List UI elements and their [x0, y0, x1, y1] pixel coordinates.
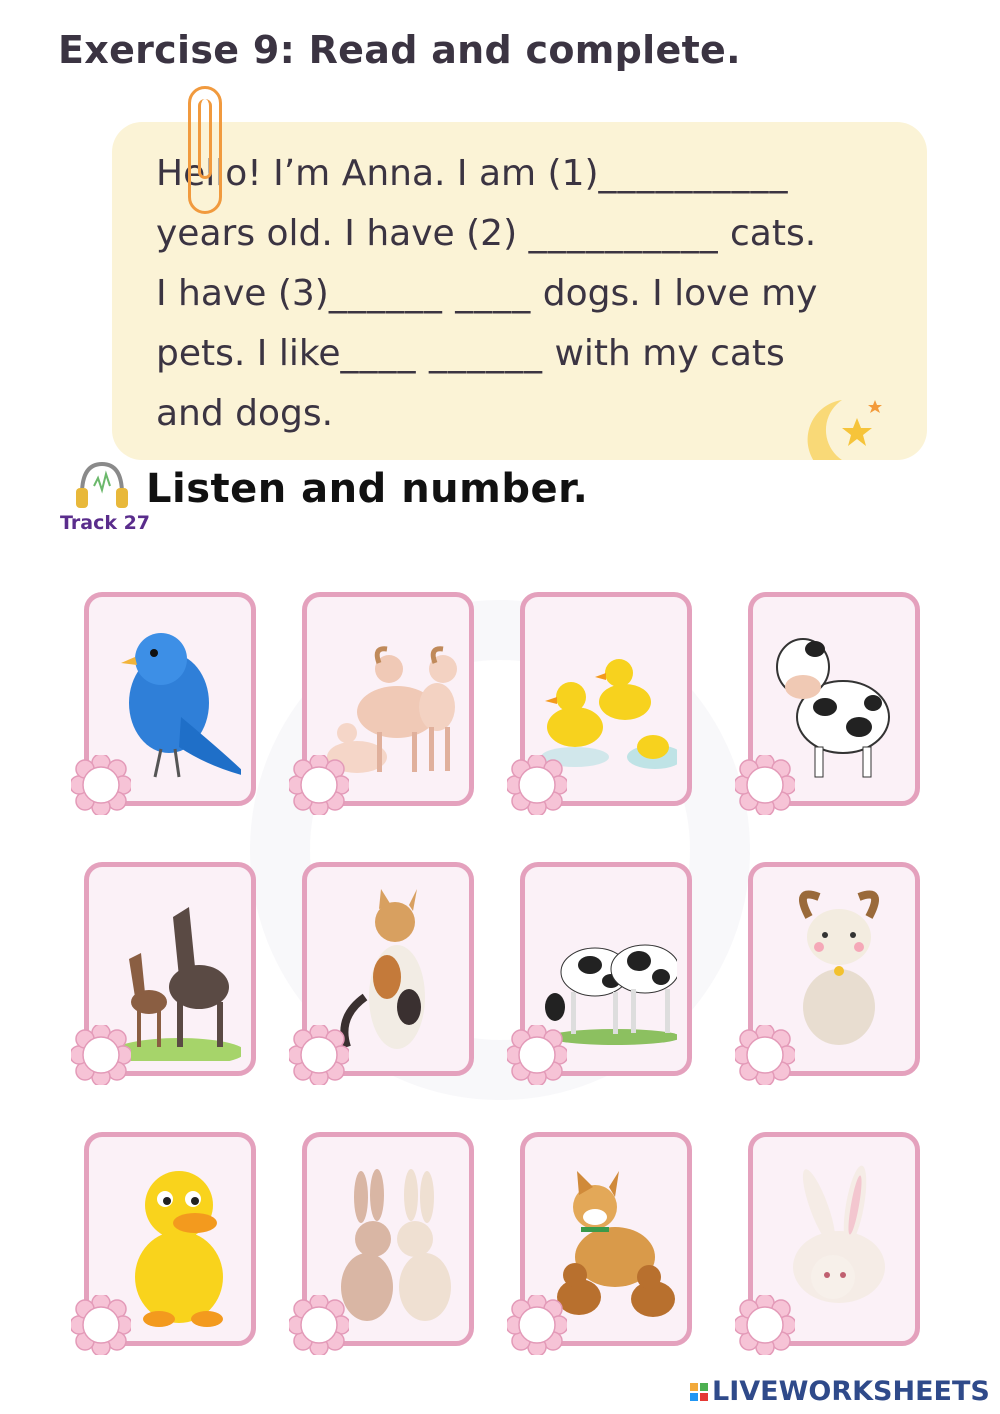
number-input[interactable] — [749, 1309, 785, 1343]
number-input[interactable] — [85, 1309, 121, 1343]
number-input[interactable] — [85, 769, 121, 803]
number-flower[interactable] — [507, 755, 567, 815]
story-line — [156, 204, 887, 264]
number-input[interactable] — [749, 769, 785, 803]
number-input[interactable] — [85, 1039, 121, 1073]
number-input[interactable] — [521, 1309, 557, 1343]
number-flower[interactable] — [507, 1295, 567, 1355]
story-line — [156, 324, 887, 384]
logo-icon — [690, 1383, 708, 1401]
story-line — [156, 144, 887, 204]
animal-card-ducks — [520, 592, 692, 806]
exercise-title: Exercise 9: Read and complete. — [58, 28, 741, 72]
headphones-icon — [72, 456, 132, 514]
number-flower[interactable] — [735, 755, 795, 815]
animal-card-cow — [748, 592, 920, 806]
listen-title: Listen and number. — [146, 466, 589, 512]
number-flower[interactable] — [289, 1295, 349, 1355]
number-input[interactable] — [521, 769, 557, 803]
number-input[interactable] — [521, 1039, 557, 1073]
blank-3[interactable]: ______ ____ — [328, 273, 532, 314]
number-input[interactable] — [749, 1039, 785, 1073]
story-text: with my cats — [543, 333, 785, 374]
story-text: cats. — [718, 213, 817, 254]
blank-1[interactable]: __________ — [598, 153, 789, 194]
animal-card-goat — [748, 862, 920, 1076]
story-text: dogs. I love my — [531, 273, 818, 314]
number-flower[interactable] — [71, 1025, 131, 1085]
animal-card-rabbit — [748, 1132, 920, 1346]
story-line — [156, 384, 887, 444]
number-flower[interactable] — [71, 755, 131, 815]
story-text: Hello! I’m Anna. I am (1) — [156, 153, 599, 194]
blank-4[interactable]: ____ ______ — [340, 333, 543, 374]
animal-card-cows — [520, 862, 692, 1076]
number-input[interactable] — [303, 1309, 339, 1343]
story-text: and dogs. — [156, 393, 334, 434]
blank-2[interactable]: __________ — [528, 213, 719, 254]
animal-card-duck — [84, 1132, 256, 1346]
story-text: years old. I have (2) — [156, 213, 529, 254]
number-flower[interactable] — [735, 1295, 795, 1355]
animal-card-bird — [84, 592, 256, 806]
story-text: I have (3) — [156, 273, 329, 314]
paperclip-icon — [188, 86, 222, 214]
animal-card-horses — [84, 862, 256, 1076]
animal-card-rabbits — [302, 1132, 474, 1346]
liveworksheets-logo — [690, 1376, 990, 1406]
number-input[interactable] — [303, 769, 339, 803]
number-flower[interactable] — [289, 1025, 349, 1085]
number-flower[interactable] — [507, 1025, 567, 1085]
track-label: Track 27 — [60, 512, 151, 534]
story-text: pets. I like — [156, 333, 341, 374]
number-input[interactable] — [303, 1039, 339, 1073]
animal-card-cat — [302, 862, 474, 1076]
animal-card-sheep — [302, 592, 474, 806]
number-flower[interactable] — [71, 1295, 131, 1355]
number-flower[interactable] — [735, 1025, 795, 1085]
animal-card-dogs — [520, 1132, 692, 1346]
story-line — [156, 264, 887, 324]
story-box — [112, 122, 927, 460]
number-flower[interactable] — [289, 755, 349, 815]
logo-text: LIVEWORKSHEETS — [712, 1376, 990, 1407]
moon-stars-icon — [787, 380, 887, 460]
